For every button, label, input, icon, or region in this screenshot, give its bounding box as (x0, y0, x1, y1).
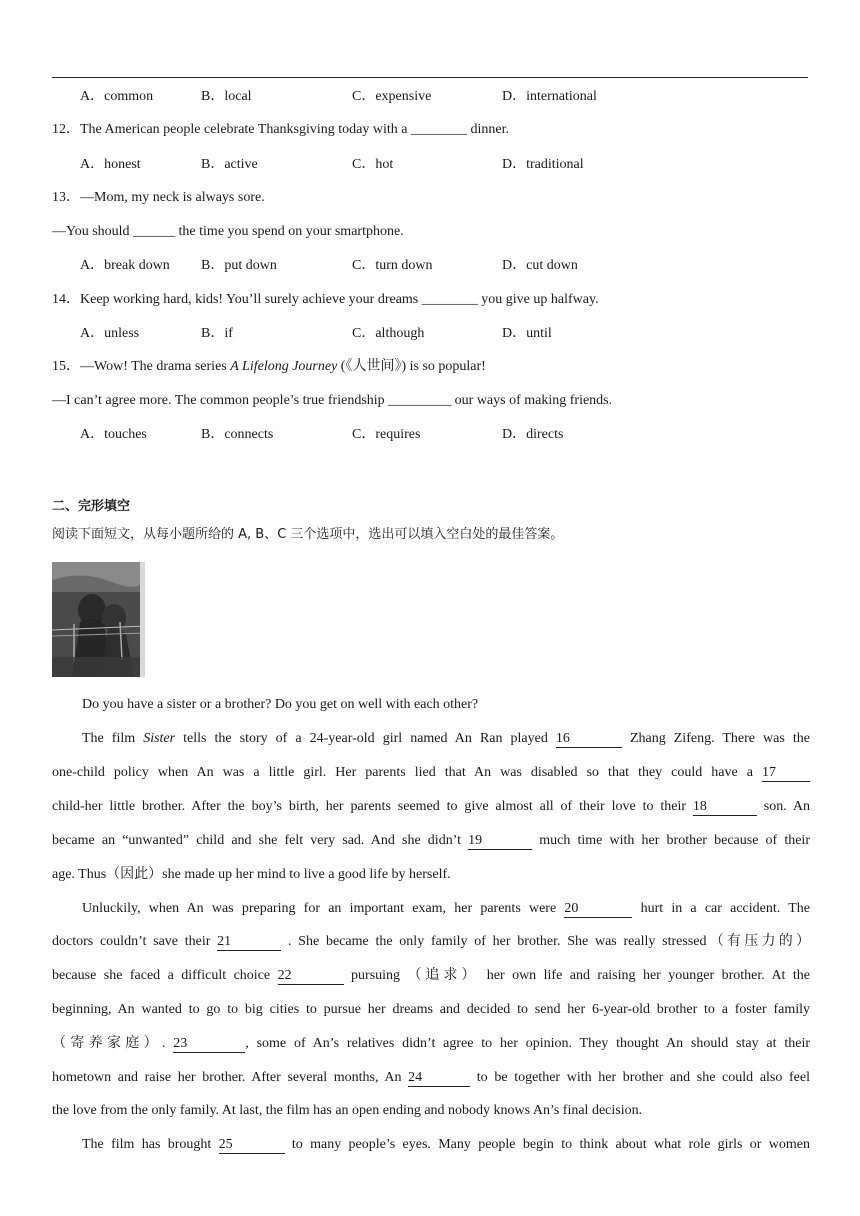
passage-line: hometown and raise her brother. After several months, An 24 to be together with her brother and she could also feel (52, 1070, 811, 1085)
section-title: 二、完形填空 (52, 499, 131, 514)
option-d[interactable]: D．international (502, 89, 597, 104)
blank-18[interactable]: 18 (693, 799, 757, 816)
option-d[interactable]: D．directs (502, 427, 564, 442)
answer-blank: _________ (388, 393, 452, 408)
option-a[interactable]: A．break down (80, 258, 170, 273)
option-c[interactable]: C．turn down (352, 258, 433, 273)
film-poster-image (52, 562, 145, 677)
blank-23[interactable]: 23 (173, 1036, 245, 1053)
question-15-line1: 15．—Wow! The drama series A Lifelong Journey (《人世间》) is so popular! (52, 359, 486, 374)
section-instruction: 阅读下面短文，从每小题所给的 A, B、C 三个选项中，选出可以填入空白处的最佳答案。 (52, 527, 564, 542)
blank-16[interactable]: 16 (556, 731, 622, 748)
film-title: Sister (143, 731, 176, 746)
option-a[interactable]: A．touches (80, 427, 147, 442)
option-c[interactable]: C．requires (352, 427, 421, 442)
passage-line: because she faced a difficult choice 22 pursuing （追求） her own life and raising her younger brother. At the (52, 968, 811, 983)
option-a[interactable]: A．common (80, 89, 154, 104)
question-12-stem: 12．The American people celebrate Thanksgiving today with a ________ dinner. (52, 122, 509, 137)
passage-line: child-her little brother. After the boy’s birth, her parents seemed to give almost all of their love to their 18 son. An (52, 799, 810, 814)
passage-line: Unluckily, when An was preparing for an important exam, her parents were 20 hurt in a car accident. The (82, 901, 810, 916)
option-b[interactable]: B．put down (201, 258, 277, 273)
passage-line: （寄养家庭）. 23 , some of An’s relatives didn’t agree to her opinion. They thought An should stay at their (52, 1036, 810, 1051)
blank-19[interactable]: 19 (468, 833, 532, 850)
answer-blank: ______ (133, 224, 176, 239)
answer-blank: ________ (421, 292, 478, 307)
option-c[interactable]: C．expensive (352, 89, 432, 104)
passage-line: age. Thus（因此）she made up her mind to live a good life by herself. (52, 867, 451, 882)
header-rule (52, 77, 808, 78)
drama-title: A Lifelong Journey (230, 359, 338, 374)
option-a[interactable]: A．unless (80, 326, 140, 341)
option-b[interactable]: B．connects (201, 427, 274, 442)
blank-25[interactable]: 25 (219, 1137, 285, 1154)
option-b[interactable]: B．local (201, 89, 252, 104)
blank-21[interactable]: 21 (217, 934, 281, 951)
passage-line: doctors couldn’t save their 21 . She became the only family of her brother. She was really stressed（有压力的） (52, 934, 810, 949)
passage-line: became an “unwanted” child and she felt very sad. And she didn’t 19 much time with her brother because of their (52, 833, 810, 848)
blank-22[interactable]: 22 (278, 968, 344, 985)
passage-line: The film Sister tells the story of a 24-year-old girl named An Ran played 16 Zhang Zifeng. There was the (82, 731, 810, 746)
option-d[interactable]: D．traditional (502, 157, 584, 172)
passage-line: one-child policy when An was a little girl. Her parents lied that An was disabled so that they could have a 17 (52, 764, 810, 782)
option-c[interactable]: C．although (352, 326, 425, 341)
passage-line: beginning, An wanted to go to big cities to pursue her dreams and decided to send her 6-year-old brother to a foster family (52, 1002, 810, 1017)
passage-line: the love from the only family. At last, the film has an open ending and nobody knows An’s final decision. (52, 1103, 643, 1118)
question-13-line2: —You should ______ the time you spend on your smartphone. (52, 224, 404, 239)
option-a[interactable]: A．honest (80, 157, 141, 172)
blank-24[interactable]: 24 (408, 1070, 470, 1087)
question-14-stem: 14．Keep working hard, kids! You’ll surely achieve your dreams ________ you give up halfway. (52, 292, 599, 307)
option-d[interactable]: D．cut down (502, 258, 578, 273)
option-d[interactable]: D．until (502, 326, 552, 341)
passage-intro: Do you have a sister or a brother? Do you get on well with each other? (82, 697, 479, 712)
blank-20[interactable]: 20 (564, 901, 632, 918)
option-b[interactable]: B．if (201, 326, 233, 341)
blank-17[interactable]: 17 (762, 765, 810, 782)
question-13-line1: 13．—Mom, my neck is always sore. (52, 190, 265, 205)
option-b[interactable]: B．active (201, 157, 258, 172)
option-c[interactable]: C．hot (352, 157, 394, 172)
passage-line: The film has brought 25 to many people’s eyes. Many people begin to think about what role girls or women (82, 1137, 811, 1152)
question-15-line2: —I can’t agree more. The common people’s true friendship _________ our ways of making friends. (52, 393, 613, 408)
answer-blank: ________ (410, 122, 467, 137)
